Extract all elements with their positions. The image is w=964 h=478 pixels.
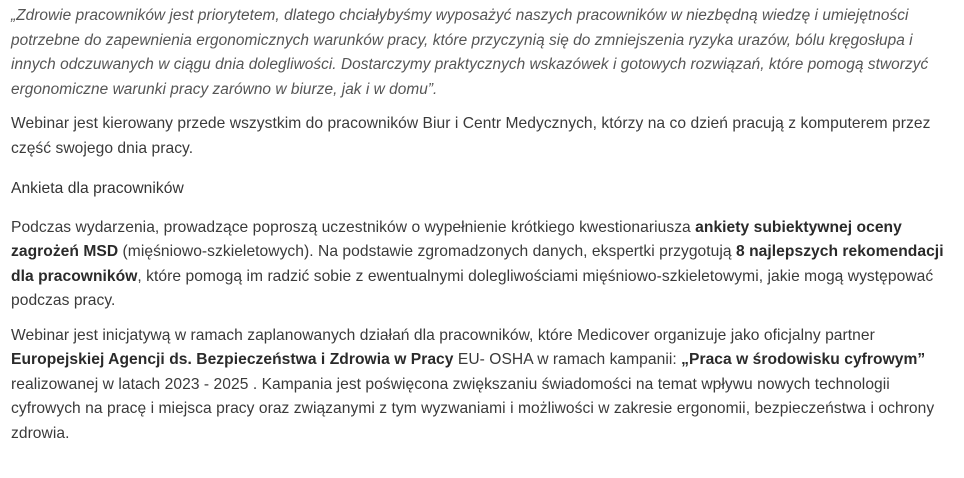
initiative-text-1: Webinar jest inicjatywą w ramach zaplanowanych działań dla pracowników, które Medicover organizuje jako oficjalny partner [11,326,875,344]
survey-paragraph [11,216,952,314]
initiative-text-3: realizowanej w latach 2023 - 2025 . Kampania jest poświęcona zwiększaniu świadomości na temat wpływu nowych technologii cyfrowych na pracę i miejsca pracy oraz związanymi z tym wyzwaniami i możliwości w zakresie ergonomii, bezpieczeństwa i ochrony zdrowia. [11,375,935,442]
section-heading: Ankieta dla pracowników [11,180,184,197]
survey-text-3: , które pomogą im radzić sobie z ewentualnymi dolegliwościami mięśniowo-szkieletowymi, jakie mogą występować podczas pracy. [11,267,934,309]
initiative-text-2: EU- OSHA w ramach kampanii: [453,351,682,368]
survey-text-1: Podczas wydarzenia, prowadzące poproszą uczestników o wypełnienie krótkiego kwestionariusza [11,218,696,236]
survey-emphasis-1: ankiety subiektywnej oceny zagrożeń MSD [11,218,902,260]
initiative-emphasis-1: Europejskiej Agencji ds. Bezpieczeństwa i Zdrowia w Pracy [11,351,454,368]
audience-paragraph: Webinar jest kierowany przede wszystkim do pracowników Biur i Centr Medycznych, którzy na co dzień pracują z komputerem przez część swojego dnia pracy. [11,115,931,157]
survey-emphasis-2: 8 najlepszych rekomendacji dla pracowników [11,243,944,285]
initiative-emphasis-2: „Praca w środowisku cyfrowym” [681,351,926,368]
quote-paragraph: „Zdrowie pracowników jest priorytetem, dlatego chciałybyśmy wyposażyć naszych pracowników w niezbędną wiedzę i umiejętności potrzebne do zapewnienia ergonomicznych warunków pracy, które przyczynią się do zmniejszenia ryzyka urazów, bólu kręgosłupa i innych odczuwanych w ciągu dnia dolegliwości. Dostarczymy praktycznych wskazówek i gotowych rozwiązań, które pomogą stworzyć ergonomiczne warunki pracy zarówno w biurze, jak i w domu”. [11,7,929,98]
survey-text-2: (mięśniowo-szkieletowych). Na podstawie zgromadzonych danych, ekspertki przygotują [118,243,736,260]
initiative-paragraph [11,324,952,447]
